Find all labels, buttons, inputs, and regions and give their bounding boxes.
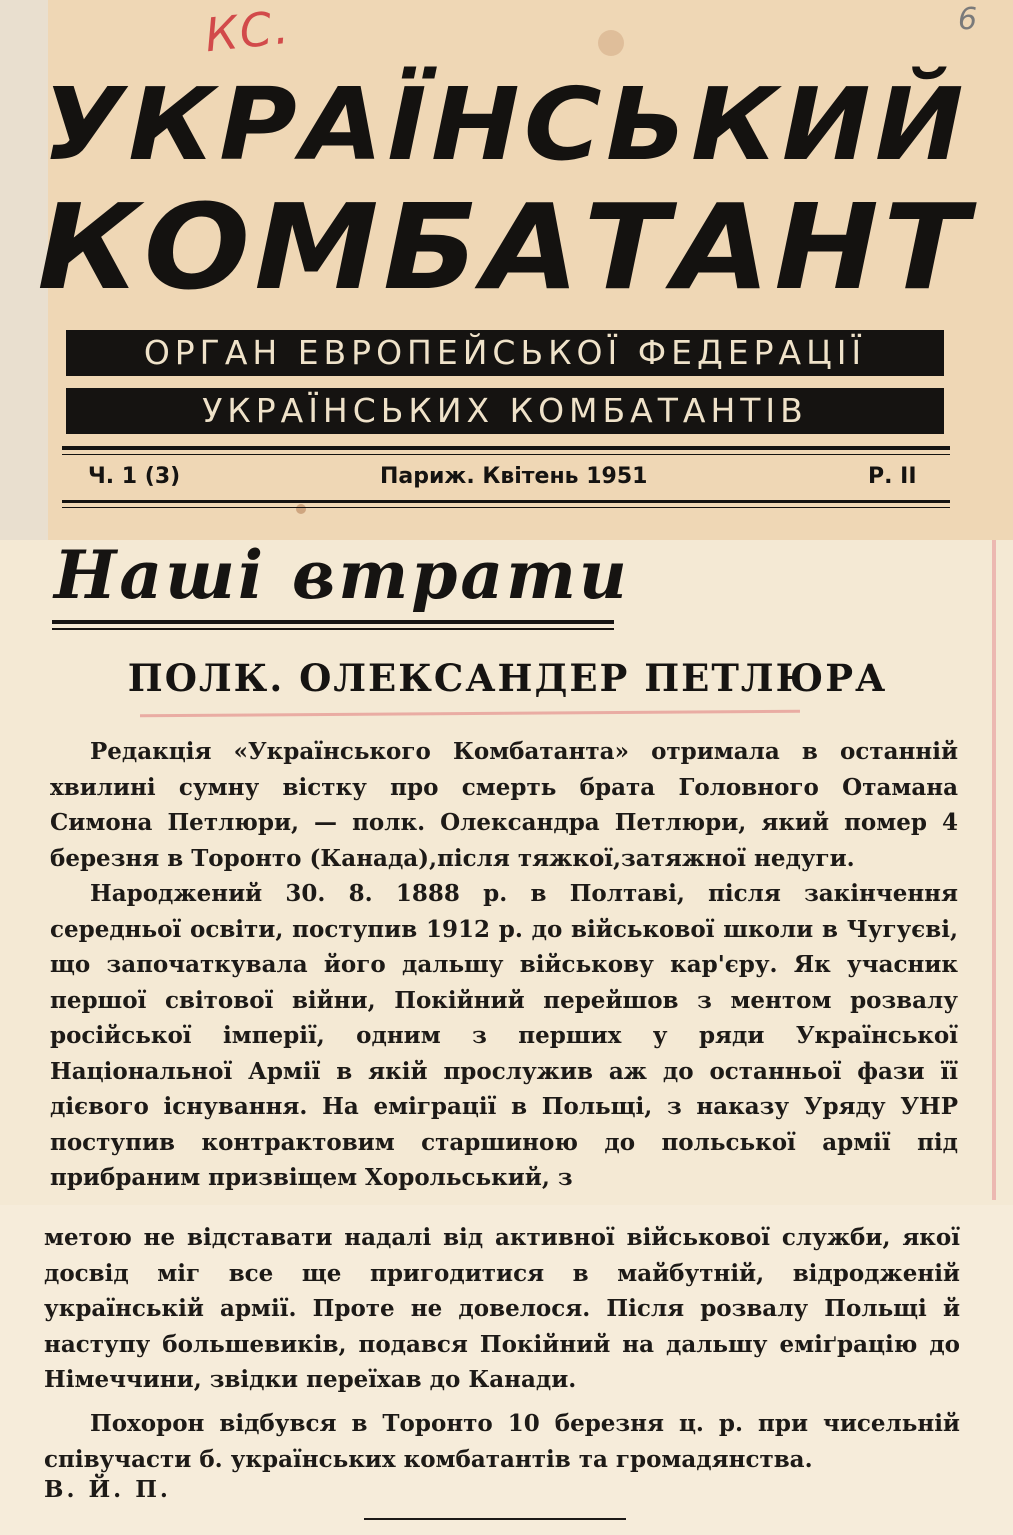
red-margin-mark — [992, 540, 996, 1200]
article-paragraph: Редакція «Українського Комбатанта» отримала в останній хвилині сумну вістку про смерть брата Головного Отамана Симона Петлюри, — полк. Олександра Петлюри, який помер 4 березня в Торонто (Канада),після тяжкої,затяжної недуги. — [50, 738, 958, 872]
author-signature: В. Й. П. — [44, 1476, 171, 1503]
masthead-rule — [62, 500, 950, 503]
article-paragraph: Похорон відбувся в Торонто 10 березня ц. р. при чисельній співучасти б. українських комбатантів та громадянства. — [44, 1410, 960, 1473]
masthead-title-line1: УКРАЇНСЬКИЙ — [42, 66, 968, 183]
masthead-subtitle-line1: ОРГАН ЕВРОПЕЙСЬКОЇ ФЕДЕРАЦІЇ — [66, 330, 944, 376]
issue-year: Р. II — [868, 464, 917, 489]
masthead-subtitle-line2: УКРАЇНСЬКИХ КОМБАТАНТІВ — [66, 388, 944, 434]
paper-stain — [296, 504, 306, 514]
masthead-rule — [62, 507, 950, 508]
handwritten-page-number: 6 — [958, 2, 978, 37]
handwritten-initials: КС. — [202, 0, 293, 63]
section-rule — [52, 620, 614, 624]
end-of-article-rule — [364, 1518, 626, 1520]
masthead-rule — [62, 454, 950, 455]
section-rule — [52, 628, 614, 630]
article-headline: ПОЛК. ОЛЕКСАНДЕР ПЕТЛЮРА — [127, 656, 888, 700]
masthead-rule — [62, 446, 950, 450]
masthead-title-line2: КОМБАТАНТ — [37, 178, 973, 316]
section-title: Наші втрати — [54, 536, 630, 614]
article-paragraph: Народжений 30. 8. 1888 р. в Полтаві, після закінчення середньої освіти, поступив 1912 р. до військової школи в Чугуєві, що започаткувала його дальшу військову кар'єру. Як учасник першої світової війни, Покійний перейшов з ментом розвалу російської імперії, одним з перших у ряди Української Національної Армії в якій прослужив аж до останньої фази її дієвого існування. На еміграції в Польщі, з наказу Уряду УНР поступив контрактовим старшиною до польської армії під прибраним призвіщем Хорольський, з — [50, 880, 958, 1191]
article-paragraph: метою не відставати надалі від активної військової служби, якої досвід міг все ще пригодитися в майбутній, відродженій українській армії. Проте не довелося. Після розвалу Польщі й наступу большевиків, подався Покійний на дальшу еміґрацію до Німеччини, звідки переїхав до Канади. — [44, 1224, 960, 1393]
issue-place-date: Париж. Квітень 1951 — [380, 464, 648, 489]
issue-number: Ч. 1 (3) — [88, 464, 181, 489]
paper-stain — [598, 30, 624, 56]
